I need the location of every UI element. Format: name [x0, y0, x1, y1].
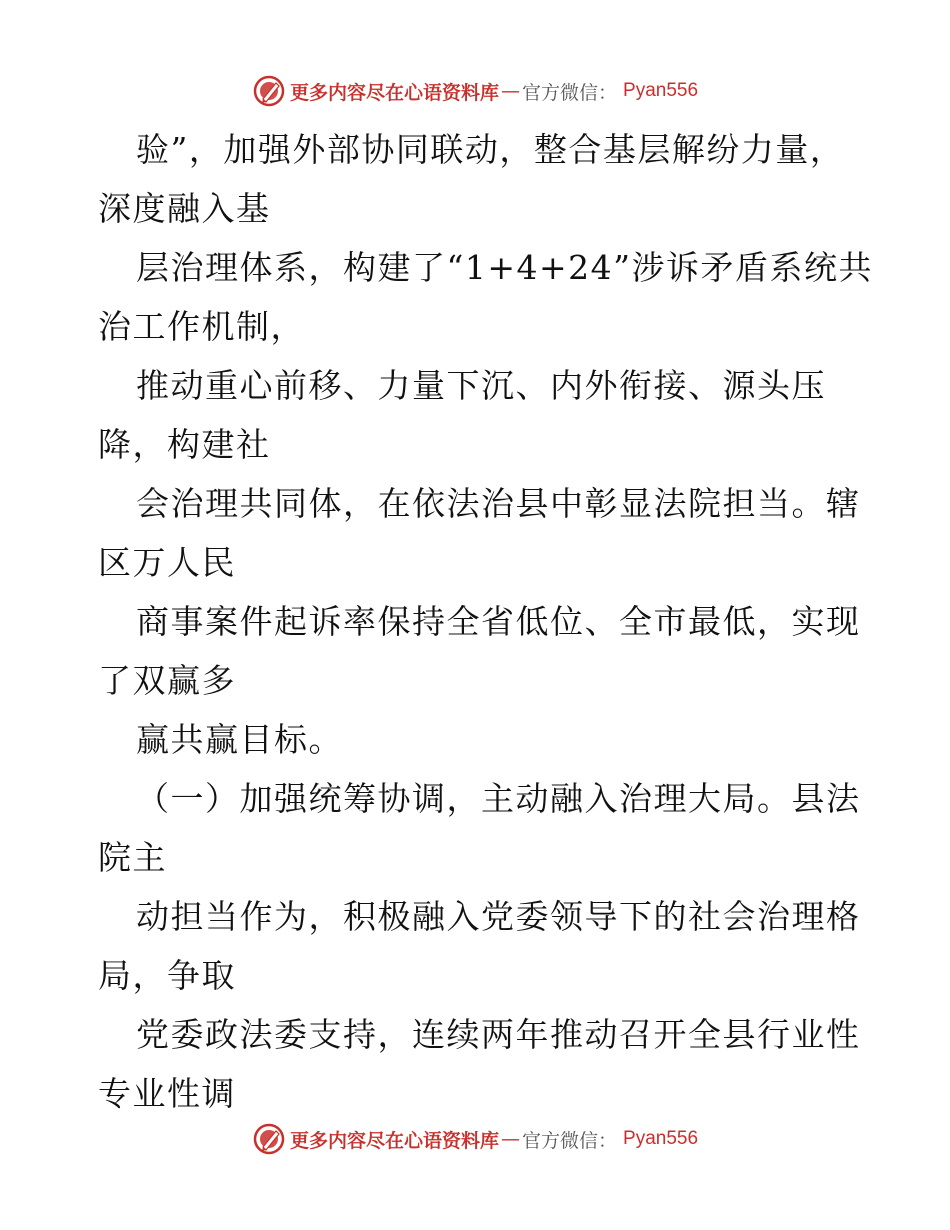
body-line: （一）加强统筹协调，主动融入治理大局。县法 [136, 779, 861, 818]
body-line: 院主 [98, 838, 167, 877]
body-line: 治工作机制， [98, 307, 305, 346]
watermark-dash: — [500, 1128, 520, 1150]
body-line: 局，争取 [98, 956, 236, 995]
body-line: 了双赢多 [98, 661, 236, 700]
watermark-separator: ： [598, 81, 618, 104]
body-line: 党委政法委支持，连续两年推动召开全县行业性 [136, 1015, 861, 1054]
watermark-account: Pyan556 [623, 80, 699, 101]
body-line: 推动重心前移、力量下沉、内外衔接、源头压 [136, 366, 826, 405]
body-line: 专业性调 [98, 1074, 236, 1113]
body-line: 商事案件起诉率保持全省低位、全市最低，实现 [136, 602, 861, 641]
body-line: 验”，加强外部协同联动，整合基层解纷力量， [136, 130, 845, 169]
body-line: 动担当作为，积极融入党委领导下的社会治理格 [136, 897, 861, 936]
pen-seal-icon [252, 74, 286, 108]
watermark-account: Pyan556 [623, 1128, 699, 1149]
watermark-wechat-label: 官方微信 [521, 1129, 598, 1152]
watermark-brand: 更多内容尽在心语资料库 [289, 81, 499, 104]
body-line: 会治理共同体，在依法治县中彰显法院担当。辖 [136, 484, 861, 523]
body-line: 降，构建社 [98, 425, 271, 464]
watermark-brand: 更多内容尽在心语资料库 [289, 1129, 499, 1152]
document-body [98, 120, 874, 1123]
watermark-separator: ： [598, 1129, 618, 1152]
pen-seal-icon [252, 1122, 286, 1156]
footer-watermark [0, 1119, 950, 1159]
watermark-wechat-label: 官方微信 [521, 81, 598, 104]
watermark-dash: — [500, 80, 520, 102]
body-line: 赢共赢目标。 [136, 720, 343, 759]
body-line: 区万人民 [98, 543, 236, 582]
body-line: 深度融入基 [98, 189, 271, 228]
body-line: 层治理体系，构建了“1+4+24”涉诉矛盾系统共 [136, 248, 874, 287]
header-watermark [0, 71, 950, 111]
